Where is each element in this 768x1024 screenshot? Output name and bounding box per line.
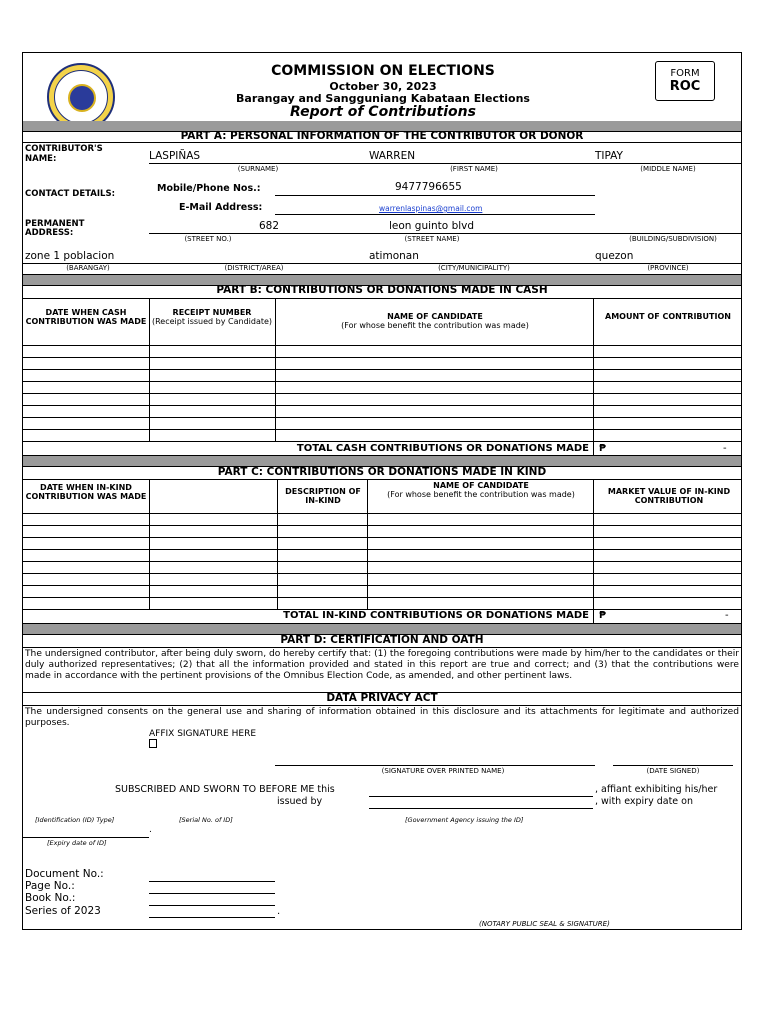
document-no-label: Document No.: (25, 868, 104, 880)
first-name-caption: (FIRST NAME) (450, 165, 498, 173)
city-caption: (CITY/MUNICIPALITY) (438, 264, 510, 272)
agency-caption: [Government Agency issuing the ID] (405, 816, 524, 824)
cash-date-header: DATE WHEN CASH CONTRIBUTION WAS MADE (25, 308, 147, 326)
rule (23, 647, 741, 648)
date-signed-caption: (DATE SIGNED) (646, 767, 700, 775)
date-signed-line[interactable] (613, 765, 733, 766)
part-a-heading: PART A: PERSONAL INFORMATION OF THE CONTRIBUTOR OR DONOR (180, 130, 584, 142)
rule (23, 405, 741, 406)
inkind-candidate-header (371, 481, 591, 499)
rule (23, 381, 741, 382)
city-value[interactable]: atimonan (369, 250, 419, 262)
expiry-text: , with expiry date on (595, 796, 694, 807)
book-no-line[interactable] (149, 905, 275, 906)
contact-details-label: CONTACT DETAILS: (25, 189, 115, 199)
col-line (149, 298, 150, 441)
col-line (367, 479, 368, 609)
rule (23, 345, 741, 346)
report-title: Report of Contributions (290, 104, 476, 120)
phone-label: Mobile/Phone Nos.: (157, 183, 261, 194)
election-name: Barangay and Sangguniang Kabataan Elections (236, 92, 530, 105)
inkind-date-header: DATE WHEN IN-KIND CONTRIBUTION WAS MADE (25, 483, 147, 501)
issued-by-text: issued by (277, 796, 323, 807)
signature-caption: (SIGNATURE OVER PRINTED NAME) (381, 767, 505, 775)
part-d-heading: PART D: CERTIFICATION AND OATH (280, 634, 484, 646)
cash-total-value: - (723, 443, 727, 454)
subscribed-date-line[interactable] (369, 796, 593, 797)
col-line (593, 298, 594, 455)
rule (23, 429, 741, 430)
street-name-caption: (STREET NAME) (404, 235, 460, 243)
roc-form (22, 52, 742, 930)
rule (23, 573, 741, 574)
page-no-line[interactable] (149, 893, 275, 894)
book-no-label: Book No.: (25, 892, 76, 904)
cash-candidate-header (277, 312, 593, 330)
expiry-date-caption: [Expiry date of ID] (47, 839, 107, 847)
divider-bar (23, 624, 741, 634)
subscribed-text: SUBSCRIBED AND SWORN TO BEFORE ME this (115, 784, 335, 795)
id-type-caption: [Identification (ID) Type] (35, 816, 115, 824)
inkind-total-value: - (725, 610, 729, 621)
cash-currency: ₱ (599, 443, 606, 454)
receipt-number-header (151, 308, 273, 326)
issued-by-line[interactable] (369, 808, 593, 809)
election-date: October 30, 2023 (329, 80, 437, 93)
inkind-candidate-title: NAME OF CANDIDATE (433, 481, 529, 490)
col-line (149, 479, 150, 609)
series-line[interactable] (149, 917, 275, 918)
rule (23, 142, 741, 143)
receipt-number-title: RECEIPT NUMBER (172, 308, 252, 317)
email-value[interactable]: warrenlaspinas@gmail.com (379, 204, 483, 213)
district-caption: (DISTRICT/AREA) (224, 264, 284, 272)
street-name-value[interactable]: leon guinto blvd (389, 220, 475, 232)
inkind-candidate-sub: (For whose benefit the contribution was made) (387, 490, 575, 499)
rule (23, 393, 741, 394)
part-b-heading: PART B: CONTRIBUTIONS OR DONATIONS MADE IN CASH (216, 284, 548, 296)
rule (23, 513, 741, 514)
market-value-header: MARKET VALUE OF IN-KIND CONTRIBUTION (607, 487, 731, 505)
cash-candidate-sub: (For whose benefit the contribution was made) (341, 321, 529, 330)
building-caption: (BUILDING/SUBDIVISION) (629, 235, 717, 243)
street-no-caption: (STREET NO.) (184, 235, 232, 243)
period-mark: . (277, 906, 281, 917)
rule (23, 705, 741, 706)
name-underline (149, 163, 741, 164)
cash-total-label: TOTAL CASH CONTRIBUTIONS OR DONATIONS MADE (296, 443, 589, 454)
series-label: Series of 2023 (25, 905, 101, 917)
rule (23, 298, 741, 299)
form-code-box (655, 61, 715, 101)
signature-line[interactable] (275, 765, 595, 766)
email-underline (275, 214, 595, 215)
page-no-label: Page No.: (25, 880, 75, 892)
col-line (277, 479, 278, 609)
rule (23, 369, 741, 370)
barangay-caption: (BARANGAY) (66, 264, 110, 272)
amount-header: AMOUNT OF CONTRIBUTION (605, 312, 731, 321)
rule (23, 441, 741, 442)
form-code: ROC (669, 79, 701, 94)
province-value[interactable]: quezon (595, 250, 634, 262)
document-no-line[interactable] (149, 881, 275, 882)
contributor-name-label: CONTRIBUTOR'S NAME: (25, 144, 103, 164)
rule (23, 525, 741, 526)
signature-placeholder-icon (149, 739, 157, 748)
inkind-currency: ₱ (599, 610, 606, 621)
certification-text: The undersigned contributor, after being duly sworn, do hereby certify that: (1) the foregoing contributions were made by him/her to the candidates or their duly authorized representatives; (2) that all the information provided and stated in this report are true and correct; and (3) that the contributions were made in accordance with the pertinent provisions of the Omnibus Election Code, as amended, and other pertinent laws. (25, 649, 739, 681)
middle-name-caption: (MIDDLE NAME) (640, 165, 696, 173)
phone-underline (275, 195, 595, 196)
permanent-address-label: PERMANENT ADDRESS: (25, 219, 85, 238)
rule (23, 585, 741, 586)
privacy-text: The undersigned consents on the general use and sharing of information obtained in this disclosure and its attachments for legitimate and authorized purposes. (25, 707, 739, 728)
col-line (275, 298, 276, 441)
inkind-description-header: DESCRIPTION OF IN-KIND (285, 487, 361, 505)
rule (23, 357, 741, 358)
cash-candidate-title: NAME OF CANDIDATE (387, 312, 483, 321)
privacy-heading: DATA PRIVACY ACT (326, 692, 438, 704)
rule (23, 549, 741, 550)
rule (23, 417, 741, 418)
rule (23, 561, 741, 562)
surname-value[interactable]: LASPIÑAS (149, 150, 201, 162)
divider-bar (23, 456, 741, 466)
serial-caption: [Serial No. of ID] (179, 816, 233, 824)
part-c-heading: PART C: CONTRIBUTIONS OR DONATIONS MADE IN KIND (217, 466, 547, 478)
barangay-value[interactable]: zone 1 poblacion (25, 250, 115, 262)
surname-caption: (SURNAME) (237, 165, 279, 173)
first-name-value[interactable]: WARREN (369, 150, 416, 162)
expiry-date-line[interactable] (23, 837, 149, 838)
period-mark: . (149, 825, 152, 835)
email-label: E-Mail Address: (179, 202, 263, 213)
street-no-value[interactable]: 682 (259, 220, 280, 232)
rule (23, 479, 741, 480)
affix-signature-label: AFFIX SIGNATURE HERE (149, 729, 257, 739)
street-underline (149, 233, 741, 234)
form-label: FORM (670, 68, 700, 79)
phone-value[interactable]: 9477796655 (395, 181, 462, 193)
col-line (593, 479, 594, 623)
agency-title: COMMISSION ON ELECTIONS (271, 63, 495, 79)
receipt-number-sub: (Receipt issued by Candidate) (151, 317, 273, 326)
notary-caption: (NOTARY PUBLIC SEAL & SIGNATURE) (479, 920, 610, 928)
middle-name-value[interactable]: TIPAY (595, 150, 623, 162)
inkind-total-label: TOTAL IN-KIND CONTRIBUTIONS OR DONATIONS MADE (283, 610, 589, 621)
rule (23, 537, 741, 538)
affiant-text: , affiant exhibiting his/her (595, 784, 718, 795)
province-caption: (PROVINCE) (647, 264, 689, 272)
rule (23, 597, 741, 598)
